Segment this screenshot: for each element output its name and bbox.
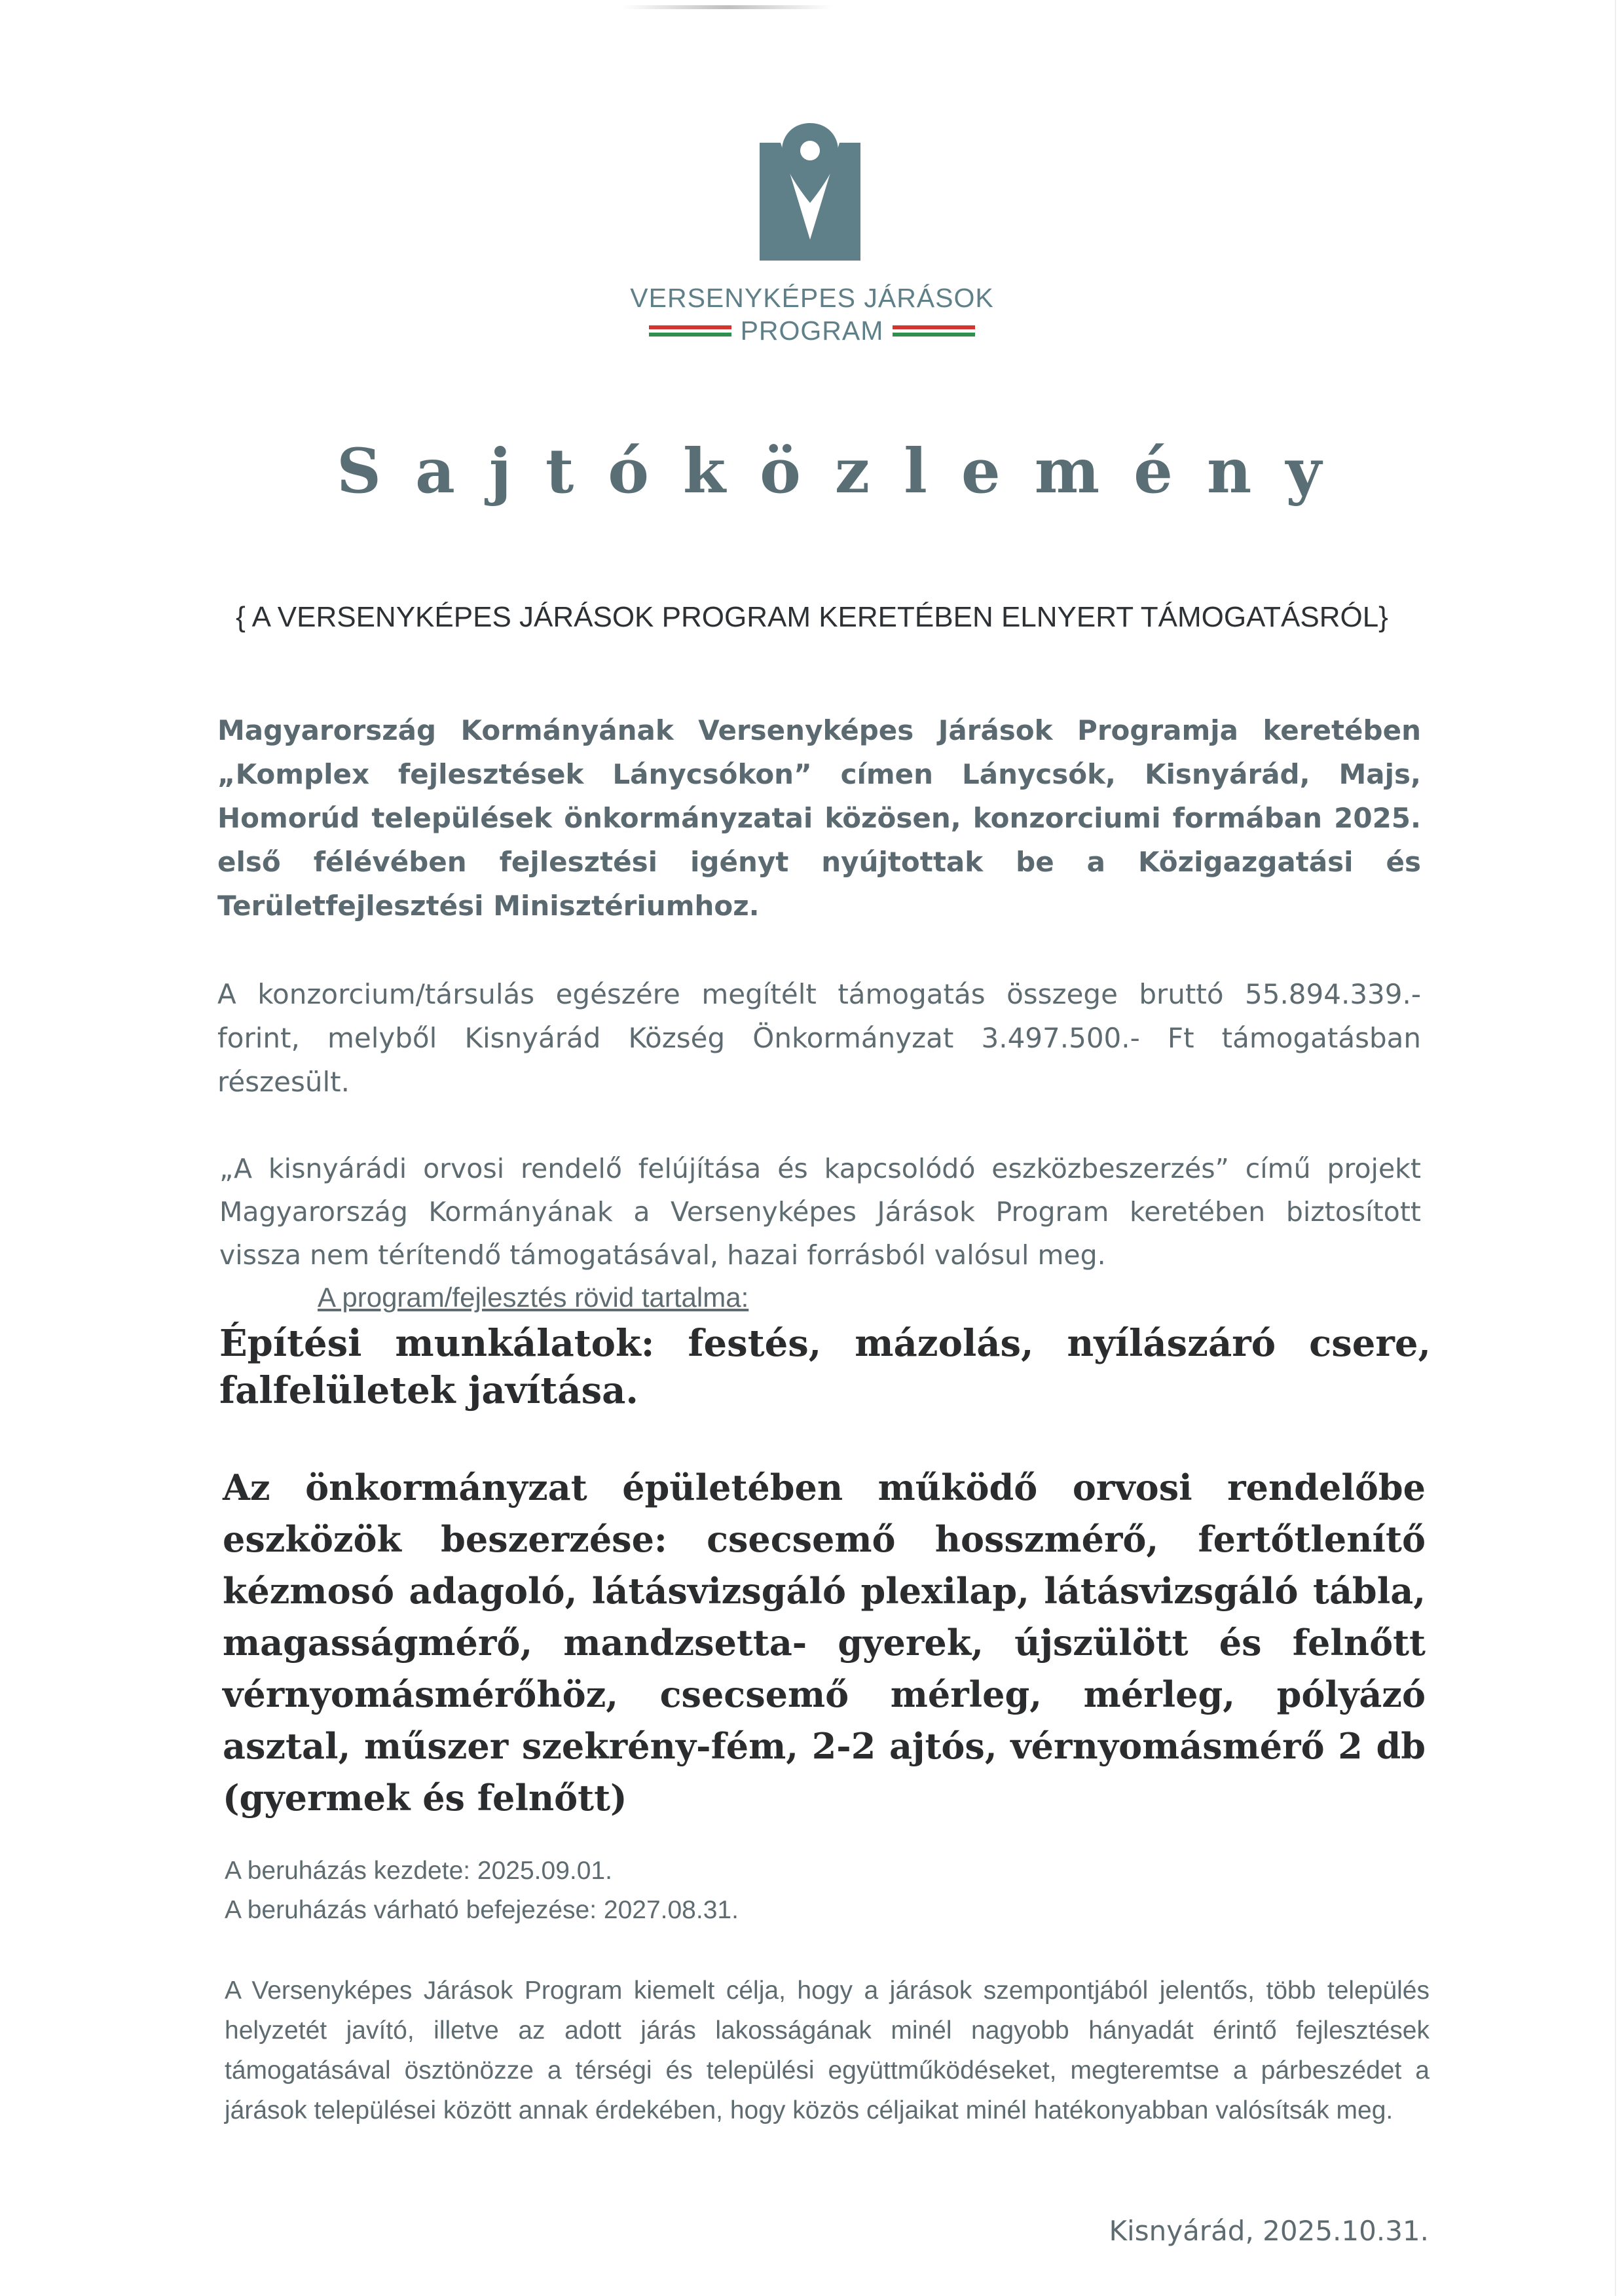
investment-dates xyxy=(225,1851,739,1930)
location-pin-v-logo-icon xyxy=(760,123,860,261)
short-content-label: A program/fejlesztés rövid tartalma: xyxy=(318,1282,749,1313)
program-logo-text xyxy=(629,282,995,347)
construction-works: Építési munkálatok: festés, mázolás, nyílászáró csere, falfelületek javítása. xyxy=(219,1322,1431,1412)
scan-artifact-right xyxy=(1615,0,1616,2296)
logo-program-word: PROGRAM xyxy=(740,316,884,346)
project-paragraph: „A kisnyárádi orvosi rendelő felújítása és kapcsolódó eszközbeszerzés” című projekt Magyarország Kormányának a Versenyképes Járások Program keretében biztosított vissza nem térítendő támogatásával, hazai forrásból valósul meg. xyxy=(219,1153,1421,1271)
logo-line-2 xyxy=(629,314,995,347)
place-date: Kisnyárád, 2025.10.31. xyxy=(1109,2215,1429,2247)
scan-artifact-top xyxy=(622,5,832,9)
page-title: Sajtóközlemény xyxy=(337,435,1356,507)
lead-paragraph: Magyarország Kormányának Versenyképes Járások Programja keretében „Komplex fejlesztések Lánycsókon” címen Lánycsók, Kisnyárád, Majs, Homorúd települések önkormányzatai közösen, konzorciumi formában 2025. első félévében fejlesztési igényt nyújtottak be a Közigazgatási és Területfejlesztési Minisztériumhoz. xyxy=(217,714,1421,922)
investment-start: A beruházás kezdete: 2025.09.01. xyxy=(225,1857,612,1885)
equipment-paragraph: Az önkormányzat épületében működő orvosi rendelőbe eszközök beszerzése: csecsemő hosszmérő, fertőtlenítő kézmosó adagoló, látásvizsgáló plexilap, látásvizsgáló tábla, magasságmérő, mandzsetta- gyerek, újszülött és felnőtt vérnyomásmérőhöz, csecsemő mérleg, mérleg, pólyázó asztal, műszer szekrény-fém, 2-2 ajtós, vérnyomásmérő 2 db (gyermek és felnőtt) xyxy=(223,1467,1426,1819)
grant-paragraph: A konzorcium/társulás egészére megítélt támogatás összege bruttó 55.894.339.- forint, melyből Kisnyárád Község Önkormányzat 3.497.500.- Ft támogatásban részesült. xyxy=(217,978,1421,1098)
hungarian-flag-stripes-left xyxy=(649,325,731,337)
program-goal-paragraph: A Versenyképes Járások Program kiemelt célja, hogy a járások szempontjából jelentős, több település helyzetét javító, illetve az adott járás lakosságának minél nagyobb hányadát érintő fejlesztések támogatásával ösztönözze a térségi és települési együttműködéseket, megteremtse a párbeszédet a járások települései között annak érdekében, hogy közös céljaikat minél hatékonyabban valósítsák meg. xyxy=(225,1977,1430,2124)
hungarian-flag-stripes-right xyxy=(893,325,975,337)
logo-line-1: VERSENYKÉPES JÁRÁSOK xyxy=(630,283,994,313)
page-subtitle: { A VERSENYKÉPES JÁRÁSOK PROGRAM KERETÉBEN ELNYERT TÁMOGATÁSRÓL} xyxy=(236,601,1388,633)
investment-end: A beruházás várható befejezése: 2027.08.31. xyxy=(225,1896,739,1924)
